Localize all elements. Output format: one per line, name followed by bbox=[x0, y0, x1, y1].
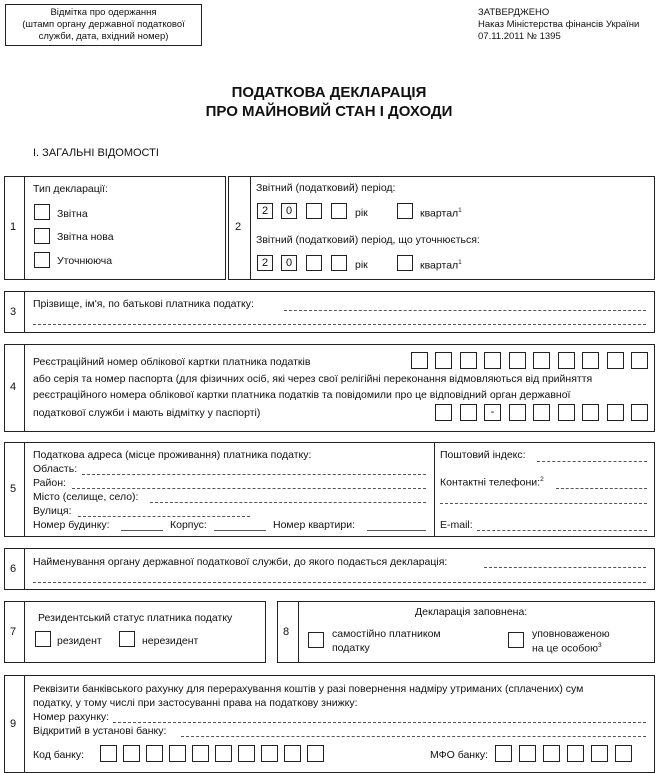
section-6-number: 6 bbox=[10, 563, 17, 575]
house-number-field[interactable] bbox=[121, 530, 163, 531]
passport-number-box-3[interactable] bbox=[558, 404, 575, 421]
reg-number-box-4[interactable] bbox=[484, 352, 501, 369]
building-label: Корпус: bbox=[170, 519, 207, 531]
order-line-1: Наказ Міністерства фінансів України bbox=[478, 19, 640, 30]
passport-number-box-5[interactable] bbox=[607, 404, 624, 421]
passport-number-box-6[interactable] bbox=[631, 404, 648, 421]
period-quarter-label: квартал$^1$ bbox=[420, 207, 462, 220]
bank-code-box-1[interactable] bbox=[100, 745, 117, 762]
bank-institution-field[interactable] bbox=[181, 736, 646, 737]
registration-number-line-3: реєстраційного номера облікової картки платника податків та повідомили про це відповідний орган державної bbox=[33, 389, 571, 401]
bank-code-box-9[interactable] bbox=[284, 745, 301, 762]
document-title-line-1: ПОДАТКОВА ДЕКЛАРАЦІЯ bbox=[231, 84, 427, 101]
section-9-number: 9 bbox=[10, 718, 17, 730]
mfo-box-4[interactable] bbox=[567, 745, 584, 762]
section-1-number: 1 bbox=[10, 221, 17, 233]
account-number-label: Номер рахунку: bbox=[33, 711, 110, 723]
phones-field[interactable] bbox=[556, 488, 647, 489]
street-field[interactable] bbox=[78, 516, 250, 517]
filled-by-self-label-2: податку bbox=[332, 642, 370, 654]
tax-address-label: Податкова адреса (місце проживання) платника податку: bbox=[33, 449, 312, 461]
section-heading: І. ЗАГАЛЬНІ ВІДОМОСТІ bbox=[33, 147, 159, 159]
approved-label: ЗАТВЕРДЖЕНО bbox=[478, 7, 550, 18]
postal-code-field[interactable] bbox=[537, 461, 647, 462]
bank-code-box-8[interactable] bbox=[261, 745, 278, 762]
section-3-number: 3 bbox=[10, 306, 17, 318]
bank-institution-label: Відкритий в установі банку: bbox=[33, 725, 167, 737]
registration-number-line-4: податкової служби і мають відмітку у паспорті) bbox=[33, 407, 261, 419]
reg-number-box-1[interactable] bbox=[411, 352, 428, 369]
filled-by-authorized-label-1: уповноваженою bbox=[532, 628, 610, 640]
passport-series-box-1[interactable] bbox=[435, 404, 452, 421]
order-line-2: 07.11.2011 № 1395 bbox=[478, 31, 561, 42]
region-label: Область: bbox=[33, 463, 78, 475]
period-year-digit-3[interactable] bbox=[306, 203, 322, 219]
type-clarifying-label: Уточнююча bbox=[57, 255, 113, 267]
filled-by-self-checkbox[interactable] bbox=[308, 632, 324, 648]
type-new-reporting-checkbox[interactable] bbox=[34, 228, 50, 244]
type-reporting-label: Звітна bbox=[57, 208, 88, 220]
apartment-field[interactable] bbox=[367, 530, 426, 531]
taxpayer-name-label: Прізвище, ім'я, по батькові платника податку: bbox=[33, 298, 254, 310]
phones-field-line-2[interactable] bbox=[440, 503, 647, 504]
bank-code-box-10[interactable] bbox=[307, 745, 324, 762]
period-year-digit-4[interactable] bbox=[331, 203, 347, 219]
passport-separator: - bbox=[484, 404, 501, 421]
taxpayer-name-field[interactable] bbox=[284, 310, 646, 311]
bank-code-box-6[interactable] bbox=[215, 745, 232, 762]
type-reporting-checkbox[interactable] bbox=[34, 204, 50, 220]
reg-number-box-2[interactable] bbox=[435, 352, 452, 369]
resident-status-label: Резидентський статус платника податку bbox=[38, 612, 233, 624]
reg-number-box-6[interactable] bbox=[533, 352, 550, 369]
filled-by-label: Декларація заповнена: bbox=[415, 606, 528, 618]
section-6-tax-authority bbox=[4, 548, 655, 590]
resident-checkbox[interactable] bbox=[35, 631, 51, 647]
clarified-year-digit-3[interactable] bbox=[306, 255, 322, 271]
clarified-period-label: Звітний (податковий) період, що уточнюється: bbox=[256, 234, 480, 246]
reporting-period-label: Звітний (податковий) період: bbox=[256, 182, 396, 194]
type-new-reporting-label: Звітна нова bbox=[57, 231, 114, 243]
district-field[interactable] bbox=[72, 488, 426, 489]
reg-number-box-8[interactable] bbox=[582, 352, 599, 369]
mfo-label: МФО банку: bbox=[430, 749, 488, 761]
passport-series-box-2[interactable] bbox=[460, 404, 477, 421]
section-2-number: 2 bbox=[235, 221, 242, 233]
clarified-year-digit-1[interactable]: 2 bbox=[257, 255, 273, 271]
mfo-box-3[interactable] bbox=[543, 745, 560, 762]
clarified-quarter-box[interactable] bbox=[397, 255, 413, 271]
nonresident-label: нерезидент bbox=[142, 635, 199, 647]
city-label: Місто (селище, село): bbox=[33, 491, 139, 503]
bank-code-box-5[interactable] bbox=[192, 745, 209, 762]
tax-authority-label: Найменування органу державної податкової служби, до якого подається декларація: bbox=[33, 556, 448, 568]
reg-number-box-9[interactable] bbox=[607, 352, 624, 369]
filled-by-authorized-label-2: на це особою$^3$ bbox=[532, 642, 602, 655]
registration-number-line-1: Реєстраційний номер облікової картки платника податків bbox=[33, 356, 311, 368]
bank-details-line-2: податку, у тому числі при застосуванні права на податкову знижку: bbox=[33, 697, 358, 709]
house-number-label: Номер будинку: bbox=[33, 519, 110, 531]
period-year-digit-2[interactable]: 0 bbox=[281, 203, 297, 219]
reg-number-box-7[interactable] bbox=[558, 352, 575, 369]
clarified-year-label: рік bbox=[355, 259, 368, 271]
registration-number-line-2: або серія та номер паспорта (для фізичних осіб, які через свої релігійні переконання відмовляються від прийняття bbox=[33, 373, 593, 385]
reg-number-box-3[interactable] bbox=[460, 352, 477, 369]
section-7-number: 7 bbox=[10, 626, 17, 638]
tax-authority-field[interactable] bbox=[484, 567, 646, 568]
filled-by-self-label-1: самостійно платником bbox=[332, 628, 441, 640]
clarified-quarter-label: квартал$^1$ bbox=[420, 259, 462, 272]
taxpayer-name-field-line-2[interactable] bbox=[33, 324, 646, 325]
bank-code-box-3[interactable] bbox=[146, 745, 163, 762]
mfo-box-2[interactable] bbox=[519, 745, 536, 762]
stamp-line-1: Відмітка про одержання bbox=[50, 7, 157, 18]
tax-authority-field-line-2[interactable] bbox=[33, 582, 646, 583]
passport-number-box-1[interactable] bbox=[509, 404, 526, 421]
reg-number-box-5[interactable] bbox=[509, 352, 526, 369]
section-4-number: 4 bbox=[10, 381, 17, 393]
apartment-label: Номер квартири: bbox=[273, 519, 356, 531]
passport-number-box-2[interactable] bbox=[533, 404, 550, 421]
section-5-number: 5 bbox=[10, 483, 17, 495]
mfo-box-1[interactable] bbox=[495, 745, 512, 762]
period-year-digit-1[interactable]: 2 bbox=[257, 203, 273, 219]
period-quarter-box[interactable] bbox=[397, 203, 413, 219]
reg-number-box-10[interactable] bbox=[631, 352, 648, 369]
email-field[interactable] bbox=[477, 530, 647, 531]
bank-code-label: Код банку: bbox=[33, 749, 85, 761]
city-field[interactable] bbox=[150, 502, 426, 503]
type-clarifying-checkbox[interactable] bbox=[34, 252, 50, 268]
building-field[interactable] bbox=[214, 530, 266, 531]
bank-code-box-7[interactable] bbox=[238, 745, 255, 762]
mfo-box-5[interactable] bbox=[591, 745, 608, 762]
document-title-line-2: ПРО МАЙНОВИЙ СТАН І ДОХОДИ bbox=[205, 103, 453, 120]
mfo-box-6[interactable] bbox=[615, 745, 632, 762]
street-label: Вулиця: bbox=[33, 505, 72, 517]
region-field[interactable] bbox=[82, 474, 426, 475]
phones-label: Контактні телефони:$^2$ bbox=[440, 476, 544, 489]
bank-code-box-2[interactable] bbox=[123, 745, 140, 762]
resident-label: резидент bbox=[57, 635, 102, 647]
filled-by-authorized-checkbox[interactable] bbox=[508, 632, 524, 648]
clarified-year-digit-2[interactable]: 0 bbox=[281, 255, 297, 271]
postal-code-label: Поштовий індекс: bbox=[440, 449, 526, 461]
declaration-type-label: Тип декларації: bbox=[33, 183, 108, 195]
section-8-number: 8 bbox=[283, 626, 290, 638]
nonresident-checkbox[interactable] bbox=[119, 631, 135, 647]
stamp-line-2: (штамп органу державної податкової bbox=[22, 19, 185, 30]
district-label: Район: bbox=[33, 477, 66, 489]
clarified-year-digit-4[interactable] bbox=[331, 255, 347, 271]
stamp-line-3: служби, дата, вхідний номер) bbox=[38, 31, 169, 42]
account-number-field[interactable] bbox=[113, 722, 646, 723]
period-year-label: рік bbox=[355, 207, 368, 219]
bank-code-box-4[interactable] bbox=[169, 745, 186, 762]
passport-number-box-4[interactable] bbox=[582, 404, 599, 421]
email-label: E-mail: bbox=[440, 519, 473, 531]
bank-details-line-1: Реквізити банківського рахунку для перерахування коштів у разі повернення надміру утриманих (сплачених) сум bbox=[33, 683, 584, 695]
